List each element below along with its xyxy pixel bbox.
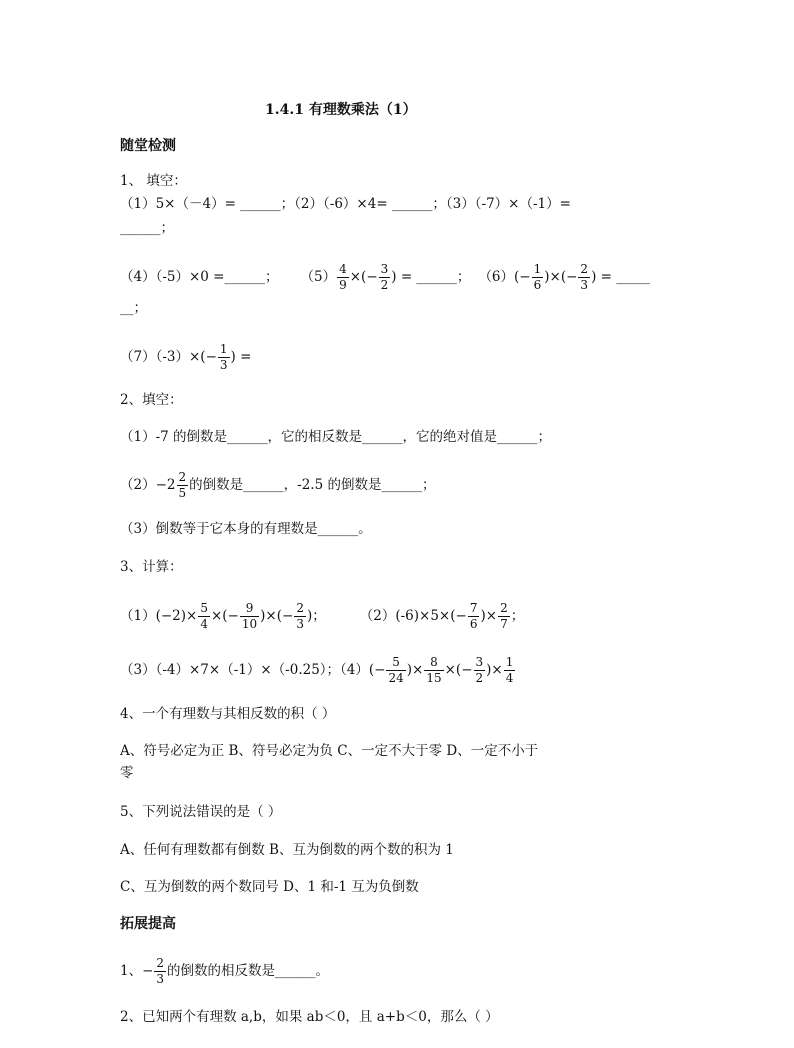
q2-line-3: （3）倒数等于它本身的有理数是______。 xyxy=(120,521,372,537)
q1-part-4: （4）（-5）×0 =______； xyxy=(120,269,279,285)
operator: ×(− xyxy=(210,608,239,624)
page-title: 1.4.1 有理数乘法（1） xyxy=(265,102,417,118)
fraction: $\frac{5}{4}$ xyxy=(200,601,208,631)
operator: )×(− xyxy=(260,608,294,624)
q3-part-2-label: （2）(-6)×5×(− xyxy=(359,608,467,624)
q3-part-2-end: ； xyxy=(510,608,525,624)
q4-heading: 4、一个有理数与其相反数的积（ ） xyxy=(120,706,336,722)
q4-options-line-2: 零 xyxy=(120,765,134,781)
operator: ×(− xyxy=(444,662,473,678)
q1-line-1: （1）5×（－4）= ______；（2）（-6）×4= ______；（3）（-7）×（-1）= xyxy=(120,196,571,212)
q2-line-1: （1）-7 的倒数是______，它的相反数是______，它的绝对值是______； xyxy=(120,429,552,445)
q5-options-line-1: A、任何有理数都有倒数 B、互为倒数的两个数的积为 1 xyxy=(120,842,454,858)
fraction: $\frac{2}{3}$ xyxy=(156,956,165,986)
q1-line-2: ______； xyxy=(120,220,174,236)
operator: )×(− xyxy=(544,269,578,285)
q5-heading: 5、下列说法错误的是（ ） xyxy=(120,804,282,820)
q1-heading: 1、 填空： xyxy=(120,173,187,189)
fraction: $\frac{2}{3}$ xyxy=(296,601,304,631)
q2-part-2-label: （2）−2 xyxy=(120,477,176,493)
fraction: $\frac{2}{5}$ xyxy=(178,470,187,500)
section-heading-check: 随堂检测 xyxy=(120,138,176,154)
fraction: $\frac{5}{24}$ xyxy=(388,655,404,685)
q1-part-6-label: （6）(− xyxy=(478,269,531,285)
q5-options-line-2: C、互为倒数的两个数同号 D、1 和-1 互为负倒数 xyxy=(120,879,419,895)
q3-part-3-4-label: （3）（-4）×7×（-1）×（-0.25）；（4）(− xyxy=(120,662,386,678)
q1-part-5-end: ) = ______； xyxy=(391,269,471,285)
q3-part-1-label: （1）(−2)× xyxy=(120,608,198,624)
ext-q1-label: 1、− xyxy=(120,963,154,979)
fraction: $\frac{1}{6}$ xyxy=(533,262,542,292)
fraction: $\frac{1}{4}$ xyxy=(505,655,514,685)
operator: ×(− xyxy=(349,269,378,285)
q2-part-2-text: 的倒数是______，-2.5 的倒数是______； xyxy=(189,477,436,493)
operator: )× xyxy=(486,662,503,678)
q3-heading: 3、计算： xyxy=(120,559,183,575)
q1-part-7-label: （7）（-3）×(− xyxy=(120,349,217,365)
fraction: $\frac{3}{2}$ xyxy=(475,655,484,685)
q3-part-1-end: )； xyxy=(306,608,326,624)
fraction: $\frac{2}{7}$ xyxy=(500,601,508,631)
fraction: $\frac{3}{2}$ xyxy=(380,262,389,292)
q3-line-2 xyxy=(120,655,516,686)
fraction: $\frac{1}{3}$ xyxy=(219,342,228,372)
ext-q1-text: 的倒数的相反数是______。 xyxy=(167,963,330,979)
fraction: $\frac{9}{10}$ xyxy=(241,601,258,631)
fraction: $\frac{2}{3}$ xyxy=(580,262,589,292)
fraction: $\frac{8}{15}$ xyxy=(426,655,442,685)
q2-heading: 2、填空： xyxy=(120,392,183,408)
q1-line-5 xyxy=(120,342,251,373)
q3-line-1 xyxy=(120,601,524,632)
operator: )× xyxy=(406,662,424,678)
q1-part-7-end: ) = xyxy=(230,349,252,365)
q1-part-6-end: ) = _____ xyxy=(591,269,650,285)
q4-options-line-1: A、符号必定为正 B、符号必定为负 C、一定不大于零 D、一定不小于 xyxy=(120,743,539,759)
ext-q2: 2、已知两个有理数 a,b，如果 ab＜0，且 a+b＜0，那么（ ） xyxy=(120,1009,499,1025)
fraction: $\frac{7}{6}$ xyxy=(469,601,478,631)
fraction: $\frac{4}{9}$ xyxy=(339,262,347,292)
q1-part-5-label: （5） xyxy=(300,269,337,285)
q1-line-4: __； xyxy=(120,300,147,316)
q1-line-3 xyxy=(120,262,650,293)
section-heading-extension: 拓展提高 xyxy=(120,916,176,932)
ext-q1 xyxy=(120,956,329,987)
q2-line-2 xyxy=(120,470,435,501)
operator: )× xyxy=(480,608,498,624)
